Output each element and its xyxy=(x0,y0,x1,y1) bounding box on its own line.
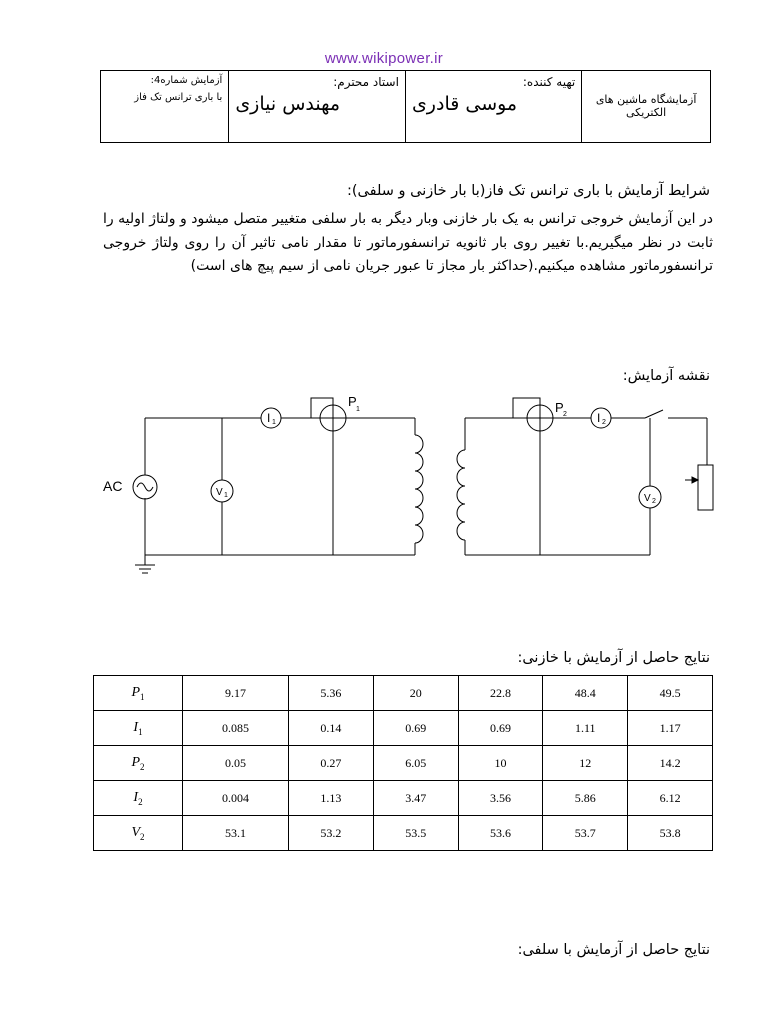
exp-label: آزمایش شماره4: xyxy=(150,75,223,86)
variable-load-icon xyxy=(698,465,713,510)
i2-sub: 2 xyxy=(602,419,606,426)
table-cell: 3.47 xyxy=(373,781,458,816)
diagram-title: نقشه آزمایش: xyxy=(622,368,710,384)
header-teacher-cell xyxy=(229,71,406,143)
lab-name: آزمایشگاه ماشین های الکتریکی xyxy=(595,93,697,119)
ammeter-i1-icon xyxy=(261,408,281,428)
table-cell: 0.14 xyxy=(289,711,374,746)
table-cell: 0.05 xyxy=(183,746,289,781)
row-label-subscript: 1 xyxy=(138,726,143,737)
header-lab-cell xyxy=(582,71,711,143)
table-cell: 53.2 xyxy=(289,816,374,851)
site-url: www.wikipower.ir xyxy=(324,50,444,67)
secondary-coil-icon xyxy=(457,450,465,540)
v2-sub: 2 xyxy=(652,498,656,505)
row-label xyxy=(94,711,183,746)
table-row xyxy=(94,781,713,816)
p2-label: P xyxy=(555,400,564,415)
table-cell: 20 xyxy=(373,676,458,711)
table-cell: 0.69 xyxy=(458,711,543,746)
row-label-subscript: 2 xyxy=(140,831,145,842)
table-cell: 53.1 xyxy=(183,816,289,851)
table-row xyxy=(94,711,713,746)
v1-sub: 1 xyxy=(224,492,228,499)
table-cell: 0.27 xyxy=(289,746,374,781)
row-label xyxy=(94,746,183,781)
v2-label: V xyxy=(644,493,651,504)
table-cell: 5.86 xyxy=(543,781,628,816)
row-label-symbol: V xyxy=(131,824,141,840)
table-cell: 48.4 xyxy=(543,676,628,711)
row-label-symbol: I xyxy=(133,719,139,735)
table-cell: 53.5 xyxy=(373,816,458,851)
i1-sub: 1 xyxy=(272,419,276,426)
capacitive-title: نتایج حاصل از آزمایش با خازنی: xyxy=(517,650,710,666)
i1-label: I xyxy=(267,411,271,425)
table-cell: 9.17 xyxy=(183,676,289,711)
row-label xyxy=(94,676,183,711)
primary-coil-icon xyxy=(415,435,423,543)
table-cell: 49.5 xyxy=(628,676,713,711)
inductive-title: نتایج حاصل از آزمایش با سلفی: xyxy=(517,942,710,958)
capacitive-results-table xyxy=(93,675,713,851)
ac-label: AC xyxy=(103,478,123,494)
exp-title: با باری ترانس تک فاز xyxy=(134,92,223,103)
table-cell: 6.05 xyxy=(373,746,458,781)
i2-label: I xyxy=(597,411,601,425)
table-cell: 10 xyxy=(458,746,543,781)
table-cell: 22.8 xyxy=(458,676,543,711)
p2-sub: 2 xyxy=(563,411,567,418)
row-label-symbol: P xyxy=(131,684,141,700)
header-prepared-cell xyxy=(405,71,581,143)
p1-sub: 1 xyxy=(356,406,360,413)
table-cell: 6.12 xyxy=(628,781,713,816)
table-cell: 0.085 xyxy=(183,711,289,746)
table-cell: 0.004 xyxy=(183,781,289,816)
row-label-symbol: I xyxy=(133,789,139,805)
teacher-label: استاد محترم: xyxy=(333,75,399,89)
circuit-diagram xyxy=(95,390,725,585)
table-row xyxy=(94,746,713,781)
row-label xyxy=(94,816,183,851)
row-label-subscript: 2 xyxy=(140,761,145,772)
table-cell: 0.69 xyxy=(373,711,458,746)
conditions-text: در این آزمایش خروجی ترانس به یک بار خازنی وبار دیگر به بار سلفی متغییر متصل میشود و ولتاژ اولیه را ثابت در نظر میگیریم.با تغییر روی بار ثانویه ترانسفورماتور تا مقدار نامی تاثیر آن را روی ولتاژ خروجی ترانسفورماتور مشاهده میکنیم.(حداکثر بار مجاز تا عبور جریان نامی از سیم پیچ های است) xyxy=(103,211,713,274)
prepared-label: تهیه کننده: xyxy=(522,75,576,89)
header-exp-cell xyxy=(101,71,229,143)
table-cell: 1.11 xyxy=(543,711,628,746)
ammeter-i2-icon xyxy=(591,408,611,428)
table-cell: 53.6 xyxy=(458,816,543,851)
teacher-name: مهندس نیازی xyxy=(235,93,341,115)
row-label-subscript: 2 xyxy=(138,796,143,807)
row-label-symbol: P xyxy=(131,754,141,770)
table-cell: 3.56 xyxy=(458,781,543,816)
header-table xyxy=(100,70,711,143)
v1-label: V xyxy=(216,487,223,498)
table-cell: 5.36 xyxy=(289,676,374,711)
table-row xyxy=(94,676,713,711)
row-label-subscript: 1 xyxy=(140,691,145,702)
table-cell: 14.2 xyxy=(628,746,713,781)
table-cell: 53.8 xyxy=(628,816,713,851)
table-cell: 1.17 xyxy=(628,711,713,746)
table-cell: 12 xyxy=(543,746,628,781)
p1-label: P xyxy=(348,394,357,409)
table-cell: 53.7 xyxy=(543,816,628,851)
conditions-title: شرایط آزمایش با باری ترانس تک فاز(با بار خازنی و سلفی): xyxy=(346,183,710,199)
prepared-name: موسی قادری xyxy=(411,93,518,115)
row-label xyxy=(94,781,183,816)
table-cell: 1.13 xyxy=(289,781,374,816)
table-row xyxy=(94,816,713,851)
